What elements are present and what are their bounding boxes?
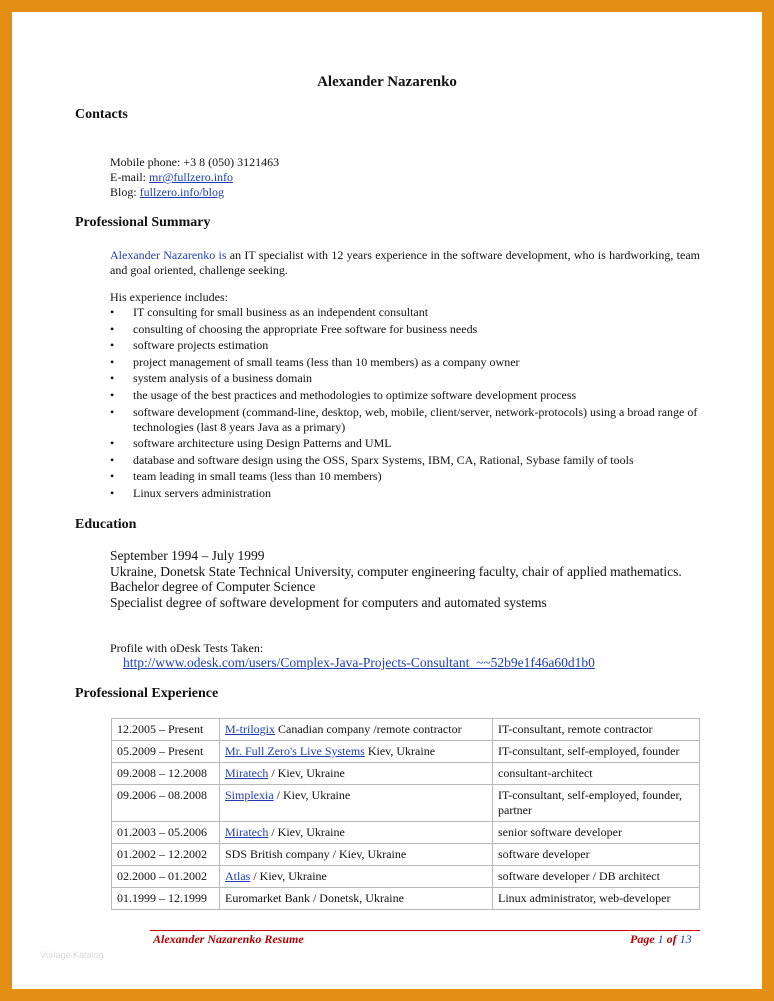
page-total: 13 bbox=[679, 932, 692, 946]
period-cell: 01.1999 – 12.1999 bbox=[112, 888, 220, 910]
blog-label: Blog: bbox=[110, 185, 140, 199]
profile-line bbox=[123, 655, 595, 670]
table-row bbox=[112, 844, 700, 866]
company-link[interactable]: Miratech bbox=[225, 766, 269, 780]
footer-rule bbox=[150, 930, 700, 931]
period-cell: 02.2000 – 01.2002 bbox=[112, 866, 220, 888]
experience-list-item: • software projects estimation bbox=[110, 338, 700, 353]
contacts-heading: Contacts bbox=[75, 107, 128, 122]
company-location: Kiev, Ukraine bbox=[364, 744, 436, 758]
company-link[interactable]: M-trilogix bbox=[225, 722, 275, 736]
company-location: / Kiev, Ukraine bbox=[268, 766, 345, 780]
period-cell: 05.2009 – Present bbox=[112, 741, 220, 763]
company-link[interactable]: Simplexia bbox=[225, 788, 274, 802]
company-cell bbox=[220, 741, 493, 763]
profile-link[interactable]: http://www.odesk.com/users/Complex-Java-Projects-Consultant_~~52b9e1f46a60d1b0 bbox=[123, 655, 595, 670]
table-row bbox=[112, 719, 700, 741]
education-institution: Ukraine, Donetsk State Technical University, computer engineering faculty, chair of applied mathematics. bbox=[110, 563, 682, 579]
company-cell bbox=[220, 785, 493, 822]
footer-title: Alexander Nazarenko Resume bbox=[153, 932, 304, 946]
experience-intro: His experience includes: bbox=[110, 290, 228, 304]
role-cell: senior software developer bbox=[493, 822, 700, 844]
profile-label: Profile with oDesk Tests Taken: bbox=[110, 641, 264, 655]
email-link[interactable]: mr@fullzero.info bbox=[149, 170, 234, 184]
period-cell: 01.2002 – 12.2002 bbox=[112, 844, 220, 866]
blog-link[interactable]: fullzero.info/blog bbox=[139, 185, 224, 199]
experience-list-item: • team leading in small teams (less than 10 members) bbox=[110, 469, 700, 484]
role-cell: IT-consultant, remote contractor bbox=[493, 719, 700, 741]
company-cell bbox=[220, 719, 493, 741]
table-row bbox=[112, 888, 700, 910]
experience-list-item: • consulting of choosing the appropriate Free software for business needs bbox=[110, 322, 700, 337]
role-cell: software developer bbox=[493, 844, 700, 866]
experience-list bbox=[110, 305, 700, 503]
experience-list-item: • software architecture using Design Patterns and UML bbox=[110, 436, 700, 451]
role-cell: software developer / DB architect bbox=[493, 866, 700, 888]
period-cell: 09.2006 – 08.2008 bbox=[112, 785, 220, 822]
table-row bbox=[112, 785, 700, 822]
company-link[interactable]: Miratech bbox=[225, 825, 269, 839]
email-label: E-mail: bbox=[110, 170, 149, 184]
education-specialist: Specialist degree of software development for computers and automated systems bbox=[110, 594, 547, 610]
education-heading: Education bbox=[75, 517, 137, 532]
role-cell: consultant-architect bbox=[493, 763, 700, 785]
experience-list-item: • system analysis of a business domain bbox=[110, 371, 700, 386]
email-line bbox=[110, 170, 233, 185]
company-cell bbox=[220, 763, 493, 785]
company-location: / Kiev, Ukraine bbox=[273, 788, 351, 802]
company-cell bbox=[220, 844, 493, 866]
company-cell bbox=[220, 888, 493, 910]
experience-list-item: • database and software design using the OSS, Sparx Systems, IBM, CA, Rational, Sybase family of tools bbox=[110, 453, 700, 468]
period-cell: 09.2008 – 12.2008 bbox=[112, 763, 220, 785]
mobile-phone: Mobile phone: +3 8 (050) 3121463 bbox=[110, 155, 280, 169]
watermark: Vorlage Katalog bbox=[40, 950, 104, 960]
table-row bbox=[112, 741, 700, 763]
experience-table bbox=[111, 718, 700, 910]
experience-list-item: • IT consulting for small business as an independent consultant bbox=[110, 305, 700, 320]
page-indicator bbox=[630, 932, 692, 947]
company-location: Euromarket Bank / Donetsk, Ukraine bbox=[225, 891, 404, 905]
period-cell: 12.2005 – Present bbox=[112, 719, 220, 741]
table-row bbox=[112, 822, 700, 844]
summary-name: Alexander Nazarenko is bbox=[110, 248, 227, 262]
experience-heading: Professional Experience bbox=[75, 686, 219, 701]
company-link[interactable]: Atlas bbox=[225, 869, 251, 883]
experience-list-item: • software development (command-line, desktop, web, mobile, client/server, network-protocols) using a broad range of technologies (last 8 years Java as a primary) bbox=[110, 405, 700, 435]
page-word: Page bbox=[630, 932, 655, 946]
company-location: Canadian company /remote contractor bbox=[275, 722, 462, 736]
experience-list-item: • project management of small teams (less than 10 members) as a company owner bbox=[110, 355, 700, 370]
page-number: 1 bbox=[657, 932, 664, 946]
period-cell: 01.2003 – 05.2006 bbox=[112, 822, 220, 844]
summary-heading: Professional Summary bbox=[75, 215, 211, 230]
resume-name: Alexander Nazarenko bbox=[317, 74, 457, 90]
summary-text: an IT specialist with 12 years experience in the software development, who is hardworking, team and goal oriented, challenge seeking. bbox=[110, 248, 700, 277]
experience-list-item: • Linux servers administration bbox=[110, 486, 700, 501]
company-cell bbox=[220, 866, 493, 888]
company-location: / Kiev, Ukraine bbox=[268, 825, 345, 839]
role-cell: IT-consultant, self-employed, founder bbox=[493, 741, 700, 763]
role-cell: Linux administrator, web-developer bbox=[493, 888, 700, 910]
company-location: SDS British company / Kiev, Ukraine bbox=[225, 847, 407, 861]
education-bachelor: Bachelor degree of Computer Science bbox=[110, 579, 316, 594]
table-row bbox=[112, 763, 700, 785]
table-row bbox=[112, 866, 700, 888]
of-word: of bbox=[666, 932, 677, 946]
education-block bbox=[110, 548, 700, 610]
company-link[interactable]: Mr. Full Zero's Live Systems bbox=[225, 744, 365, 758]
company-cell bbox=[220, 822, 493, 844]
experience-list-item: • the usage of the best practices and methodologies to optimize software development process bbox=[110, 388, 700, 403]
company-location: / Kiev, Ukraine bbox=[250, 869, 327, 883]
education-period: September 1994 – July 1999 bbox=[110, 548, 265, 563]
role-cell: IT-consultant, self-employed, founder, partner bbox=[493, 785, 700, 822]
blog-line bbox=[110, 185, 224, 200]
summary-paragraph bbox=[110, 248, 700, 278]
